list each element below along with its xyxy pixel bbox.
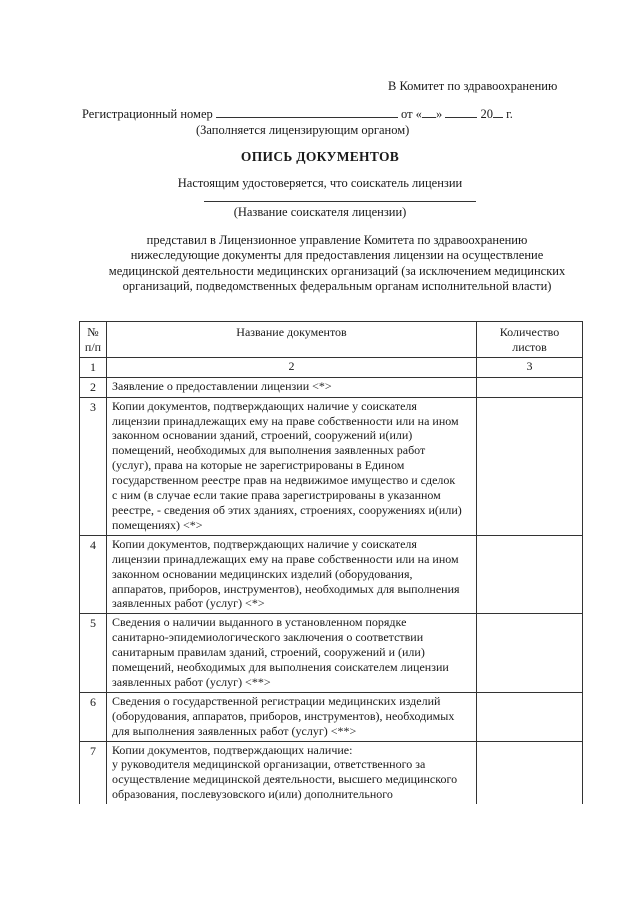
row-count — [477, 692, 583, 741]
header-name: Название документов — [107, 322, 477, 358]
row-number: 2 — [80, 377, 107, 397]
row-line: у руководителя медицинской организации, ответственного за — [112, 757, 426, 772]
applicant-note: (Название соискателя лицензии) — [233, 205, 407, 219]
header-num — [80, 322, 107, 358]
row-line: санитарно-эпидемиологического заключения о соответствии — [112, 630, 424, 645]
registration-year-prefix: 20 — [480, 107, 493, 121]
row-name — [107, 614, 477, 693]
row-count — [477, 377, 583, 397]
row-line: помещений, необходимых для выполнения соискателем лицензии — [112, 660, 449, 675]
row-count — [477, 397, 583, 535]
row-line: лицензии принадлежащих ему на праве собственности или на ином — [112, 413, 459, 428]
registration-note: (Заполняется лицензирующим органом) — [196, 123, 410, 137]
row-line: Сведения о наличии выданного в установленном порядке — [112, 615, 407, 630]
table-row — [80, 692, 583, 741]
table-row — [80, 535, 583, 614]
row-line: санитарным правилам зданий, строений, сооружений и (или) — [112, 645, 425, 660]
row-number: 3 — [80, 397, 107, 535]
header-num-line: № — [87, 325, 99, 339]
row-number: 6 — [80, 692, 107, 741]
certify-text: Настоящим удостоверяется, что соискатель лицензии — [177, 176, 463, 190]
registration-year-suffix: г. — [506, 107, 513, 121]
row-line: заявленных работ (услуг) <**> — [112, 674, 271, 689]
index-cell: 3 — [477, 357, 583, 377]
row-name — [107, 741, 477, 804]
row-line: образования, послевузовского и(или) дополнительного — [112, 787, 393, 802]
row-name — [107, 535, 477, 614]
row-line: осуществление медицинской деятельности, высшего медицинского — [112, 772, 458, 787]
row-line: реестре, - сведения об этих зданиях, строениях, сооружениях и(или) — [112, 502, 462, 517]
header-count-line: Количество — [499, 325, 560, 339]
row-count — [477, 741, 583, 804]
row-line: аппаратов, приборов, инструментов), необходимых для выполнения — [112, 581, 460, 596]
row-line: заявленных работ (услуг) <*> — [112, 596, 265, 611]
row-count — [477, 535, 583, 614]
row-line: с ним (в случае если такие права зарегистрированы в указанном — [112, 488, 441, 503]
header-count — [477, 322, 583, 358]
registration-year-blank — [493, 106, 503, 118]
presented-line: организаций, подведомственных федеральным органам исполнительной власти) — [122, 279, 552, 294]
table-row — [80, 397, 583, 535]
row-line: помещениях) <*> — [112, 517, 203, 532]
header-count-line: листов — [512, 339, 547, 354]
presented-paragraph — [88, 233, 586, 295]
row-number: 5 — [80, 614, 107, 693]
index-cell: 1 — [80, 357, 107, 377]
page-title: ОПИСЬ ДОКУМЕНТОВ — [240, 149, 400, 164]
presented-line: нижеследующие документы для предоставления лицензии на осуществление — [130, 248, 544, 263]
table-index-row — [80, 357, 583, 377]
table-row — [80, 741, 583, 804]
header-num-line: п/п — [84, 339, 102, 354]
row-name — [107, 397, 477, 535]
row-line: помещений, необходимых для выполнения заявленных работ — [112, 443, 426, 458]
registration-day-blank — [422, 106, 436, 118]
row-name — [107, 377, 477, 397]
registration-month-blank — [445, 106, 477, 118]
row-line: Копии документов, подтверждающих наличие у соискателя — [112, 398, 417, 413]
registration-label: Регистрационный номер — [82, 107, 213, 121]
registration-line — [82, 106, 513, 122]
row-number: 4 — [80, 535, 107, 614]
row-line: Заявление о предоставлении лицензии <*> — [112, 378, 332, 393]
row-line: законном основании медицинских изделий (оборудования, — [112, 566, 413, 581]
table-row — [80, 614, 583, 693]
row-line: (услуг), права на которые не зарегистрированы в Едином — [112, 458, 405, 473]
applicant-name-blank — [204, 201, 476, 202]
table-header-row — [80, 322, 583, 358]
row-line: (оборудования, аппаратов, приборов, инструментов), необходимых — [112, 708, 455, 723]
table-row — [80, 377, 583, 397]
addressee: В Комитет по здравоохранению — [388, 79, 558, 93]
row-number: 7 — [80, 741, 107, 804]
row-line: лицензии принадлежащих ему на праве собственности или на ином — [112, 551, 459, 566]
registration-from: от « — [401, 107, 422, 121]
index-cell: 2 — [107, 357, 477, 377]
row-line: Копии документов, подтверждающих наличие: — [112, 742, 353, 757]
row-line: для выполнения заявленных работ (услуг) <**> — [112, 723, 357, 738]
row-name — [107, 692, 477, 741]
presented-line: медицинской деятельности медицинских организаций (за исключением медицинских — [108, 263, 566, 278]
row-count — [477, 614, 583, 693]
row-line: Сведения о государственной регистрации медицинских изделий — [112, 693, 441, 708]
row-line: законном основании зданий, строений, сооружений и(или) — [112, 428, 413, 443]
registration-number-blank — [216, 106, 398, 118]
registration-quote-close: » — [435, 107, 443, 121]
row-line: Копии документов, подтверждающих наличие у соискателя — [112, 536, 417, 551]
documents-table — [79, 321, 583, 804]
presented-line: представил в Лицензионное управление Комитета по здравоохранению — [146, 233, 528, 247]
row-line: государственном реестре прав на недвижимое имущество и сделок — [112, 473, 456, 488]
